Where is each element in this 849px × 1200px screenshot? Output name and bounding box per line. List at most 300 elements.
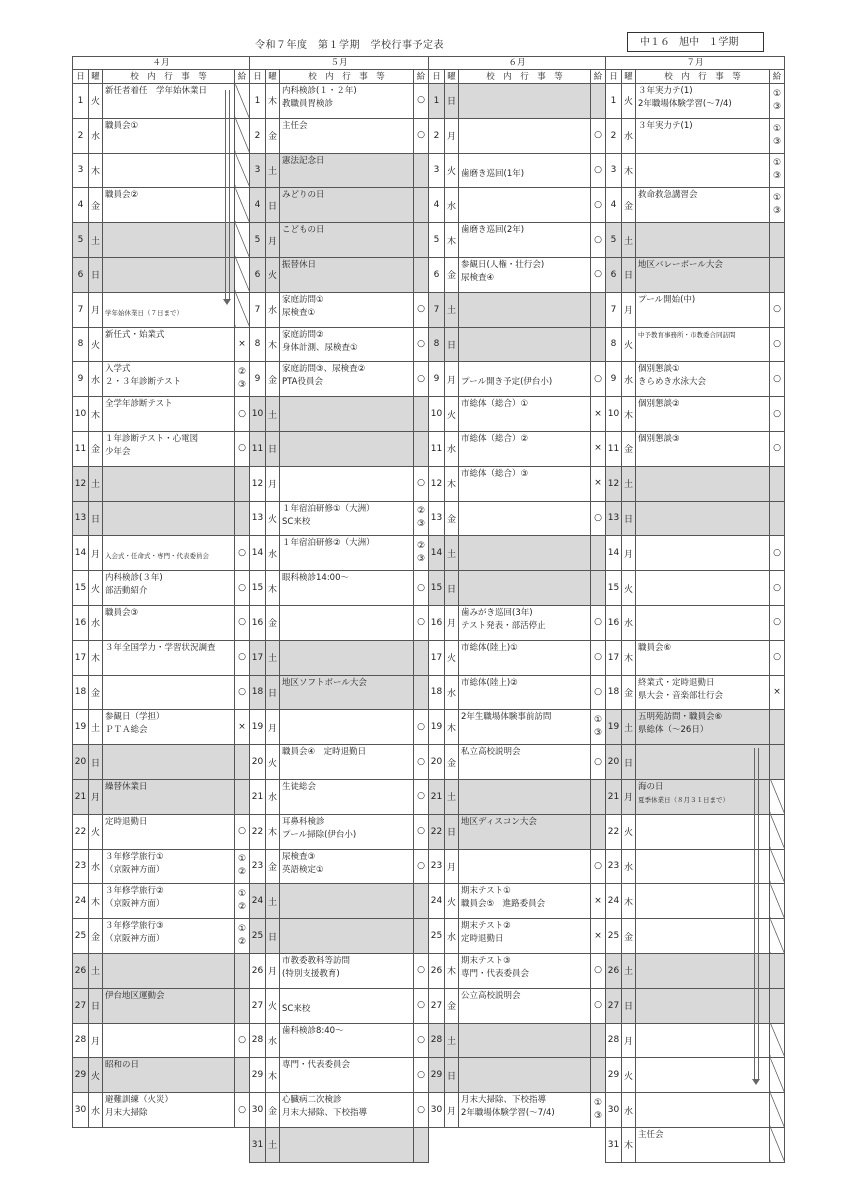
day-number: 27 [250, 988, 266, 1023]
day-number: 24 [250, 884, 266, 919]
event-line: 学年始休業日（７日まで） [105, 308, 183, 317]
weekday: 日 [266, 919, 280, 954]
weekday: 木 [622, 153, 636, 188]
event-cell [103, 1058, 235, 1093]
day-row [73, 849, 250, 884]
lunch-mark: × [591, 884, 606, 919]
day-row [429, 362, 606, 397]
lunch-mark [235, 118, 250, 153]
lunch-mark-part: ① [772, 193, 782, 204]
header-day: 日 [606, 70, 622, 84]
event-line: 内科検診(１・２年) [282, 86, 357, 96]
lunch-mark-part: ② [416, 506, 426, 517]
header-kyu: 給 [414, 70, 429, 84]
event-cell [280, 919, 414, 954]
lunch-mark: ○ [591, 849, 606, 884]
day-row [250, 292, 429, 327]
weekday: 日 [622, 988, 636, 1023]
event-line: 繰替休業日 [105, 781, 148, 792]
event-line: 期末テスト① [461, 886, 511, 897]
lunch-mark: ○ [591, 501, 606, 536]
weekday: 木 [89, 640, 103, 675]
lunch-mark: × [591, 431, 606, 466]
weekday: 木 [266, 814, 280, 849]
day-number: 8 [429, 327, 445, 362]
day-row [429, 501, 606, 536]
event-cell [636, 640, 770, 675]
lunch-mark: ○ [770, 362, 785, 397]
lunch-mark-part: ② [237, 867, 247, 878]
event-line [461, 363, 588, 376]
event-line: 職員会③ [105, 607, 139, 618]
day-row [250, 745, 429, 780]
day-row [73, 1023, 250, 1058]
lunch-mark-part: ③ [416, 554, 426, 565]
lunch-mark [770, 118, 785, 153]
lunch-mark: ○ [770, 327, 785, 362]
weekday: 日 [445, 814, 459, 849]
day-number: 26 [429, 953, 445, 988]
lunch-mark [235, 362, 250, 397]
event-cell [459, 501, 591, 536]
event-cell [459, 84, 591, 119]
event-cell [103, 779, 235, 814]
event-cell [280, 1023, 414, 1058]
lunch-mark [235, 153, 250, 188]
day-number: 14 [606, 536, 622, 571]
day-number: 28 [606, 1023, 622, 1058]
event-line: 個別懇談① [638, 364, 680, 375]
event-line: 部活動紹介 [105, 586, 148, 597]
lunch-mark [770, 84, 785, 119]
day-row [250, 1127, 429, 1162]
april-vacation-arrow [225, 90, 230, 300]
event-cell [280, 814, 414, 849]
event-line: 海の日 [638, 781, 664, 792]
event-cell [103, 605, 235, 640]
event-line: 歯磨き巡回(1年) [461, 168, 525, 179]
day-row [250, 362, 429, 397]
event-cell [103, 919, 235, 954]
day-row [250, 431, 429, 466]
event-cell [280, 362, 414, 397]
event-line: 入会式・任命式・専門・代表委員会 [105, 552, 209, 561]
event-line: １年宿泊研修②（大洲） [282, 538, 375, 549]
weekday: 日 [622, 257, 636, 292]
day-row [606, 118, 785, 153]
header-day: 日 [429, 70, 445, 84]
header-kyu: 給 [235, 70, 250, 84]
day-number: 17 [73, 640, 89, 675]
july-vacation-arrow [754, 748, 759, 1080]
day-number: 1 [606, 84, 622, 119]
day-row [250, 84, 429, 119]
event-cell [280, 397, 414, 432]
lunch-mark-part: ① [237, 889, 247, 900]
weekday: 月 [445, 605, 459, 640]
header-kyu: 給 [591, 70, 606, 84]
day-number: 23 [73, 849, 89, 884]
day-row [606, 466, 785, 501]
lunch-mark-part: ③ [416, 519, 426, 530]
event-cell [459, 118, 591, 153]
event-cell [103, 745, 235, 780]
day-number: 1 [429, 84, 445, 119]
lunch-mark-part: ① [772, 123, 782, 134]
event-cell [459, 466, 591, 501]
lunch-mark [235, 745, 250, 780]
lunch-mark: ○ [414, 118, 429, 153]
event-cell [459, 849, 591, 884]
day-number: 28 [73, 1023, 89, 1058]
event-line: 職員会② [105, 190, 139, 201]
day-row [429, 919, 606, 954]
day-number: 8 [250, 327, 266, 362]
day-row [73, 118, 250, 153]
weekday: 水 [622, 1093, 636, 1128]
lunch-mark-part: ② [237, 902, 247, 913]
weekday: 火 [266, 257, 280, 292]
event-cell [103, 501, 235, 536]
event-cell [459, 710, 591, 745]
day-number: 21 [429, 779, 445, 814]
day-number: 6 [73, 257, 89, 292]
weekday: 木 [89, 884, 103, 919]
lunch-mark: × [235, 710, 250, 745]
event-line: ３年修学旅行③ [105, 921, 164, 932]
header-events: 校 内 行 事 等 [103, 70, 235, 84]
weekday: 土 [445, 779, 459, 814]
weekday: 日 [266, 675, 280, 710]
lunch-mark: ○ [591, 640, 606, 675]
day-number: 21 [73, 779, 89, 814]
event-line: 英語検定① [282, 864, 324, 875]
lunch-mark-part: ③ [772, 206, 782, 217]
day-row [429, 223, 606, 258]
lunch-mark [591, 710, 606, 745]
weekday: 月 [445, 362, 459, 397]
day-number: 17 [250, 640, 266, 675]
day-number: 12 [429, 466, 445, 501]
event-cell [103, 153, 235, 188]
day-number: 11 [250, 431, 266, 466]
day-number: 16 [606, 605, 622, 640]
lunch-mark [770, 1023, 785, 1058]
day-number: 14 [250, 536, 266, 571]
day-number: 18 [250, 675, 266, 710]
event-cell [280, 1127, 414, 1162]
day-number: 20 [250, 745, 266, 780]
weekday: 木 [622, 640, 636, 675]
day-number: 11 [606, 431, 622, 466]
event-line: 五明苑訪問・職員会⑥ [638, 712, 723, 723]
day-row [606, 710, 785, 745]
weekday: 木 [445, 710, 459, 745]
weekday: 月 [266, 466, 280, 501]
day-number: 13 [250, 501, 266, 536]
event-cell [280, 675, 414, 710]
day-number: 7 [250, 292, 266, 327]
weekday: 日 [622, 501, 636, 536]
day-number: 13 [429, 501, 445, 536]
lunch-mark: ○ [591, 953, 606, 988]
event-cell [459, 327, 591, 362]
lunch-mark [770, 953, 785, 988]
event-cell [636, 466, 770, 501]
weekday: 火 [266, 745, 280, 780]
event-line: 月末大掃除、下校指導 [282, 1108, 368, 1119]
day-number: 26 [606, 953, 622, 988]
lunch-mark [235, 1058, 250, 1093]
event-line: 県大会・音楽部壮行会 [638, 690, 724, 701]
lunch-mark [770, 988, 785, 1023]
day-row [606, 362, 785, 397]
event-line [282, 990, 411, 1003]
day-row [250, 884, 429, 919]
day-row [429, 327, 606, 362]
day-row [250, 257, 429, 292]
day-number: 22 [606, 814, 622, 849]
event-cell [280, 188, 414, 223]
event-line: こどもの日 [282, 225, 325, 236]
lunch-mark: ○ [414, 1093, 429, 1128]
day-number: 25 [429, 919, 445, 954]
day-number: 4 [73, 188, 89, 223]
day-number: 2 [250, 118, 266, 153]
day-number: 18 [73, 675, 89, 710]
event-cell [459, 571, 591, 606]
day-row [606, 84, 785, 119]
day-number: 22 [429, 814, 445, 849]
event-line: 救命救急講習会 [638, 190, 698, 201]
lunch-mark [235, 988, 250, 1023]
day-row [73, 223, 250, 258]
weekday: 土 [622, 710, 636, 745]
day-row [250, 953, 429, 988]
day-row [250, 1093, 429, 1128]
lunch-mark: ○ [414, 953, 429, 988]
event-cell [103, 257, 235, 292]
lunch-mark [235, 84, 250, 119]
event-cell [636, 605, 770, 640]
day-number: 15 [429, 571, 445, 606]
event-cell [280, 571, 414, 606]
event-line: SC来校 [282, 1003, 311, 1014]
lunch-mark: ○ [414, 814, 429, 849]
day-row [250, 849, 429, 884]
weekday: 水 [445, 188, 459, 223]
event-cell [103, 431, 235, 466]
lunch-mark: ○ [414, 779, 429, 814]
lunch-mark: ○ [770, 640, 785, 675]
lunch-mark: ○ [414, 327, 429, 362]
lunch-mark: ○ [591, 605, 606, 640]
event-line: 家庭訪問② [282, 329, 324, 340]
weekday: 土 [89, 466, 103, 501]
weekday: 土 [266, 397, 280, 432]
event-line: ３年全国学力・学習状況調査 [105, 642, 216, 653]
day-number: 17 [606, 640, 622, 675]
day-number: 21 [606, 779, 622, 814]
lunch-mark: × [770, 675, 785, 710]
weekday: 火 [266, 988, 280, 1023]
day-row [429, 675, 606, 710]
event-line [105, 537, 232, 550]
event-cell [103, 327, 235, 362]
weekday: 日 [89, 745, 103, 780]
event-cell [103, 849, 235, 884]
day-row [73, 675, 250, 710]
weekday: 水 [622, 849, 636, 884]
event-line [461, 155, 588, 168]
lunch-mark [770, 745, 785, 780]
weekday: 水 [622, 605, 636, 640]
lunch-mark [770, 153, 785, 188]
event-cell [103, 571, 235, 606]
day-row [73, 953, 250, 988]
event-line: 2年生職場体験事前訪問 [461, 712, 552, 723]
day-row [73, 814, 250, 849]
day-row [606, 640, 785, 675]
event-cell [103, 988, 235, 1023]
day-row [73, 257, 250, 292]
event-line: ２・３年診断テスト [105, 377, 182, 388]
event-line: 地区ソフトボール大会 [282, 677, 367, 688]
day-number: 17 [429, 640, 445, 675]
day-row [429, 605, 606, 640]
event-line: 耳鼻科検診 [282, 816, 325, 827]
lunch-mark [414, 501, 429, 536]
day-number: 28 [429, 1023, 445, 1058]
event-cell [280, 84, 414, 119]
lunch-mark [414, 884, 429, 919]
event-line: 定時退勤日 [461, 934, 504, 945]
weekday: 月 [622, 292, 636, 327]
day-row [250, 1023, 429, 1058]
lunch-mark: ○ [591, 745, 606, 780]
day-number: 18 [429, 675, 445, 710]
event-cell [103, 84, 235, 119]
weekday: 金 [89, 188, 103, 223]
day-number: 5 [606, 223, 622, 258]
day-number: 30 [606, 1093, 622, 1128]
lunch-mark: ○ [235, 1093, 250, 1128]
day-row [429, 536, 606, 571]
day-row [73, 571, 250, 606]
day-number: 30 [429, 1093, 445, 1128]
day-row [73, 988, 250, 1023]
event-line: 2年職場体験学習(～7/4) [461, 1108, 555, 1119]
day-number: 6 [429, 257, 445, 292]
event-line: テスト発表・部活停止 [461, 620, 546, 631]
day-row [250, 919, 429, 954]
lunch-mark [591, 814, 606, 849]
lunch-mark [414, 223, 429, 258]
day-number: 29 [250, 1058, 266, 1093]
weekday: 水 [89, 118, 103, 153]
event-cell [636, 1058, 770, 1093]
weekday: 木 [89, 153, 103, 188]
event-line: （京阪神方面） [105, 899, 165, 910]
day-row [606, 292, 785, 327]
event-cell [459, 292, 591, 327]
weekday: 水 [622, 118, 636, 153]
weekday: 日 [89, 501, 103, 536]
day-row [429, 1093, 606, 1128]
day-row [429, 431, 606, 466]
weekday: 水 [89, 605, 103, 640]
day-number: 18 [606, 675, 622, 710]
event-cell [280, 153, 414, 188]
weekday: 月 [266, 953, 280, 988]
weekday: 土 [266, 884, 280, 919]
day-number: 1 [250, 84, 266, 119]
event-cell [636, 292, 770, 327]
day-number: 9 [429, 362, 445, 397]
weekday: 木 [622, 1127, 636, 1162]
event-line: 全学年診断テスト [105, 399, 173, 410]
event-line: 家庭訪問① [282, 294, 324, 305]
event-line: 教職員胃検診 [282, 99, 334, 109]
day-row [250, 605, 429, 640]
day-row [429, 988, 606, 1023]
day-number: 30 [73, 1093, 89, 1128]
event-cell [459, 1058, 591, 1093]
lunch-mark: ○ [235, 675, 250, 710]
event-cell [280, 988, 414, 1023]
weekday: 火 [89, 327, 103, 362]
event-cell [103, 362, 235, 397]
event-cell [280, 745, 414, 780]
day-number: 27 [606, 988, 622, 1023]
weekday: 水 [445, 919, 459, 954]
day-number: 23 [429, 849, 445, 884]
event-cell [459, 640, 591, 675]
weekday: 日 [445, 84, 459, 119]
weekday: 月 [89, 292, 103, 327]
weekday: 月 [445, 118, 459, 153]
day-row [73, 745, 250, 780]
day-row [250, 223, 429, 258]
event-cell [636, 814, 770, 849]
lunch-mark [235, 884, 250, 919]
event-cell [280, 431, 414, 466]
event-cell [636, 849, 770, 884]
lunch-mark [591, 779, 606, 814]
weekday: 金 [266, 849, 280, 884]
weekday: 金 [622, 675, 636, 710]
weekday: 土 [445, 1023, 459, 1058]
event-line: みどりの日 [282, 190, 325, 201]
event-line: ３年実力テ(1) [638, 86, 693, 96]
lunch-mark [235, 223, 250, 258]
event-cell [280, 710, 414, 745]
header-day: 日 [250, 70, 266, 84]
event-cell [103, 814, 235, 849]
event-line: 定時退勤日 [105, 816, 148, 827]
day-row [73, 605, 250, 640]
weekday: 水 [266, 536, 280, 571]
event-cell [103, 640, 235, 675]
event-cell [459, 362, 591, 397]
day-row [606, 188, 785, 223]
header-day: 日 [73, 70, 89, 84]
event-line: 期末テスト② [461, 921, 511, 932]
day-row [73, 884, 250, 919]
day-number: 2 [73, 118, 89, 153]
weekday: 土 [266, 153, 280, 188]
event-line: 尿検査③ [282, 851, 316, 862]
